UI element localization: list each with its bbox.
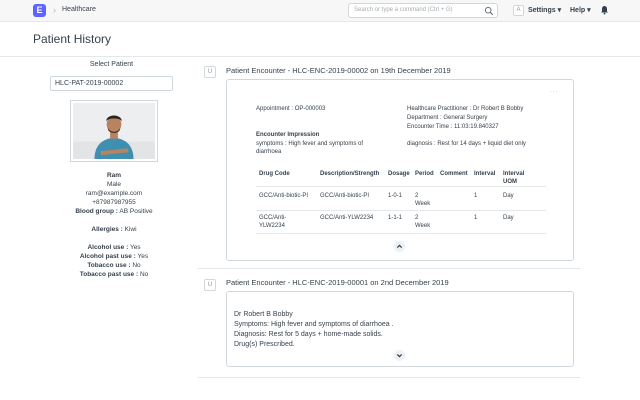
patient-gender: Male [106, 181, 122, 188]
tobacco-past-label: Tobacco past use : [79, 271, 139, 278]
symptoms-line-2: diarrhoea [256, 149, 282, 155]
blood-group-value: AB Positive [119, 208, 153, 215]
drug-code-cont: YLW2234 [259, 223, 285, 229]
col-period: Period [415, 171, 434, 177]
drug-code: GCC/Anti- [259, 215, 287, 221]
chevron-up-icon [394, 241, 405, 252]
search-input[interactable] [348, 3, 498, 18]
chevron-right-icon: › [53, 5, 56, 15]
note-drugs: Drug(s) Prescribed. [234, 341, 295, 348]
settings-menu[interactable] [528, 6, 561, 14]
dosage: 1-0-1 [388, 193, 403, 199]
col-interval-uom [503, 170, 524, 186]
description: GCC/Anti-biotic-PI [320, 193, 370, 199]
tobacco-past-value: No [139, 271, 149, 278]
blood-group-label: Blood group : [75, 208, 118, 215]
patient-photo [70, 100, 158, 162]
symptoms-line-1: symptoms : High fever and symptoms of [256, 141, 364, 147]
encounter-title[interactable]: Patient Encounter - HLC-ENC-2019-00001 on 2nd December 2019 [226, 278, 449, 287]
interval-uom: Day [503, 193, 514, 199]
practitioner: Healthcare Practitioner : Dr Robert B Bobby [407, 106, 524, 112]
blood-group [48, 208, 180, 215]
col-dosage: Dosage [388, 171, 410, 177]
alcohol-use [48, 244, 180, 251]
impression-heading: Encounter Impression [256, 132, 320, 138]
tobacco-past-use [48, 271, 180, 278]
period-unit: Week [415, 223, 431, 229]
alcohol-past-value: Yes [137, 253, 149, 260]
tobacco-use-label: Tobacco use : [87, 262, 131, 269]
alcohol-use-value: Yes [129, 244, 141, 251]
interval-uom: Day [503, 215, 514, 221]
tobacco-use-value: No [132, 262, 141, 269]
alcohol-use-label: Alcohol use : [87, 244, 129, 251]
table-row-divider [256, 210, 546, 211]
navbar [0, 0, 640, 22]
period-value: 2 [415, 193, 419, 199]
help-menu[interactable] [570, 6, 591, 14]
settings-label: Settings [528, 7, 556, 14]
patient-email: ram@example.com [85, 190, 143, 197]
encounter-icon: U [204, 66, 216, 78]
expand-button[interactable] [394, 350, 405, 361]
col-description: Description/Strength [320, 171, 380, 177]
timeline-divider [198, 377, 580, 378]
more-options-icon[interactable]: ... [550, 88, 559, 94]
table-row-divider [256, 186, 546, 187]
alcohol-past-use [48, 253, 180, 260]
allergies [48, 226, 180, 233]
note-diagnosis: Diagnosis: Rest for 5 days + home-made solids. [234, 331, 383, 338]
period-value: 2 [415, 215, 419, 221]
bell-icon[interactable] [600, 5, 609, 15]
avatar[interactable]: A [513, 5, 524, 16]
caret-down-icon: ▾ [587, 7, 591, 14]
page-title: Patient History [33, 32, 112, 46]
note-symptoms: Symptoms: High fever and symptoms of diarrhoea . [234, 321, 394, 328]
col-drug-code: Drug Code [259, 171, 290, 177]
divider [0, 56, 640, 57]
allergies-label: Allergies : [91, 226, 123, 233]
select-patient-label: Select Patient [89, 61, 134, 68]
timeline-divider [198, 268, 580, 269]
patient-select-input[interactable]: HLC-PAT-2019-00002 [50, 76, 173, 91]
app-logo[interactable]: E [33, 4, 46, 17]
patient-name: Ram [106, 172, 122, 179]
caret-down-icon: ▾ [557, 7, 562, 14]
diagnosis: diagnosis : Rest for 14 days + liquid diet only [407, 141, 526, 147]
appointment: Appointment : OP-000003 [256, 106, 326, 112]
interval: 1 [474, 193, 478, 199]
col-comment: Comment [440, 171, 468, 177]
table-row-divider [256, 233, 546, 234]
encounter-time: Encounter Time : 11:03:19.840327 [407, 124, 499, 130]
col-interval-uom-line-2: UOM [503, 179, 517, 185]
col-interval: Interval [474, 171, 496, 177]
search-icon[interactable] [484, 6, 494, 16]
encounter-icon: U [204, 279, 216, 291]
interval: 1 [474, 215, 478, 221]
alcohol-past-label: Alcohol past use : [79, 253, 136, 260]
tobacco-use [48, 262, 180, 269]
department: Department : General Surgery [407, 115, 488, 121]
drug-code: GCC/Anti-biotic-PI [259, 193, 309, 199]
col-interval-uom-line-1: Interval [503, 171, 525, 177]
collapse-button[interactable] [394, 241, 405, 252]
allergies-value: Kiwi [124, 226, 137, 233]
note-practitioner: Dr Robert B Bobby [234, 311, 293, 318]
breadcrumb-healthcare[interactable]: Healthcare [62, 6, 96, 13]
dosage: 1-1-1 [388, 215, 403, 221]
help-label: Help [570, 7, 586, 14]
chevron-down-icon [394, 350, 405, 361]
encounter-title[interactable]: Patient Encounter - HLC-ENC-2019-00002 on 19th December 2019 [226, 66, 451, 75]
period-unit: Week [415, 201, 431, 207]
search-placeholder: Search or type a command (Ctrl + G) [354, 7, 453, 13]
patient-phone: +87987987955 [92, 199, 136, 206]
description: GCC/Anti-YLW2234 [320, 215, 374, 221]
